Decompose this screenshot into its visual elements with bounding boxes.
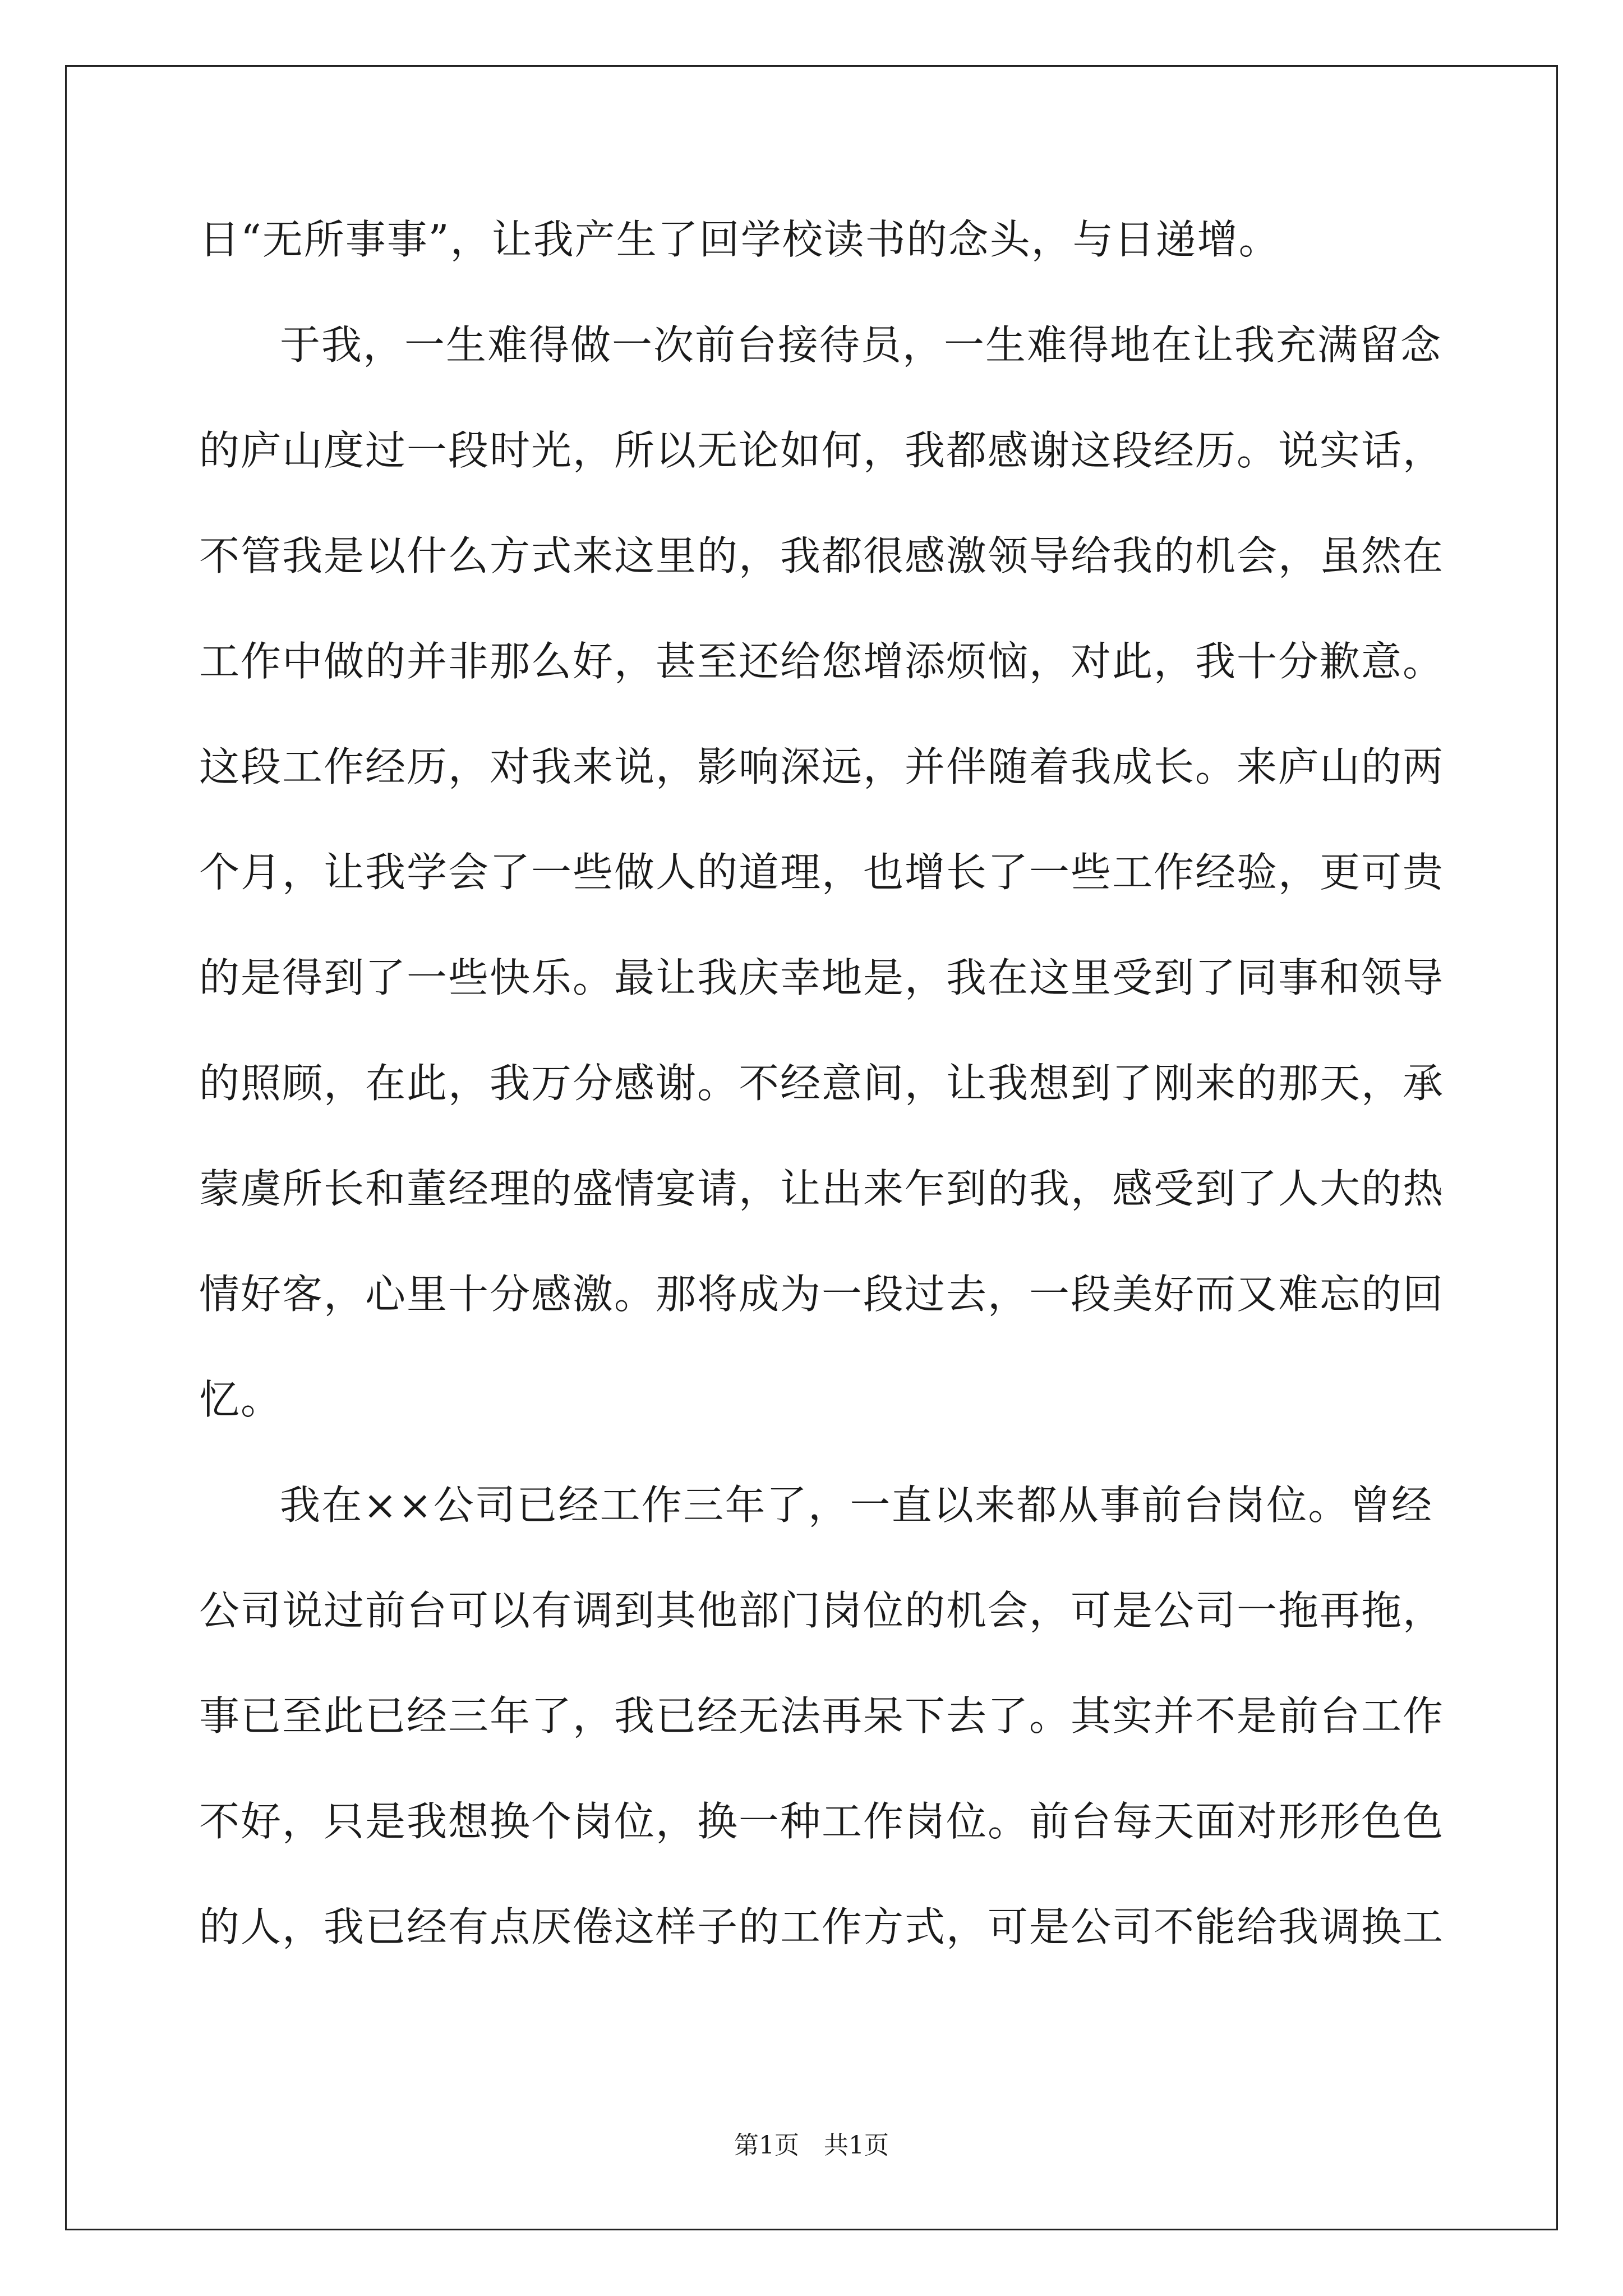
text-line: 公司说过前台可以有调到其他部门岗位的机会，可是公司一拖再拖，: [199, 1587, 1445, 1634]
text-line: 不好，只是我想换个岗位，换一种工作岗位。前台每天面对形形色色: [199, 1798, 1445, 1845]
page-footer: 第1页 共1页: [734, 2131, 889, 2160]
text-line: 个月，让我学会了一些做人的道理，也增长了一些工作经验，更可贵: [199, 849, 1445, 896]
text-line: 的是得到了一些快乐。最让我庆幸地是，我在这里受到了同事和领导: [199, 954, 1445, 1001]
text-line: 的庐山度过一段时光，所以无论如何，我都感谢这段经历。说实话，: [199, 427, 1445, 474]
text-line: 的照顾，在此，我万分感谢。不经意间，让我想到了刚来的那天，承: [199, 1060, 1445, 1107]
text-line: 不管我是以什么方式来这里的，我都很感激领导给我的机会，虽然在: [199, 532, 1445, 579]
document-body: [199, 203, 1445, 1996]
text-line: 的人，我已经有点厌倦这样子的工作方式，可是公司不能给我调换工: [199, 1903, 1445, 1950]
paragraph-start-line: 于我，一生难得做一次前台接待员，一生难得地在让我充满留念: [280, 321, 1442, 369]
text-line: 工作中做的并非那么好，甚至还给您增添烦恼，对此，我十分歉意。: [199, 638, 1445, 685]
text-line: 蒙虞所长和董经理的盛情宴请，让出来乍到的我，感受到了人大的热: [199, 1165, 1445, 1212]
paragraph-start-line: 我在××公司已经工作三年了，一直以来都从事前台岗位。曾经: [280, 1481, 1433, 1529]
text-line: 日“无所事事”，让我产生了回学校读书的念头，与日递增。: [199, 216, 1280, 263]
text-line: 情好客，心里十分感激。那将成为一段过去，一段美好而又难忘的回: [199, 1271, 1445, 1318]
paragraph-end-line: 忆。: [199, 1376, 283, 1423]
text-line: 事已至此已经三年了，我已经无法再呆下去了。其实并不是前台工作: [199, 1692, 1445, 1740]
text-line: 这段工作经历，对我来说，影响深远，并伴随着我成长。来庐山的两: [199, 743, 1445, 790]
